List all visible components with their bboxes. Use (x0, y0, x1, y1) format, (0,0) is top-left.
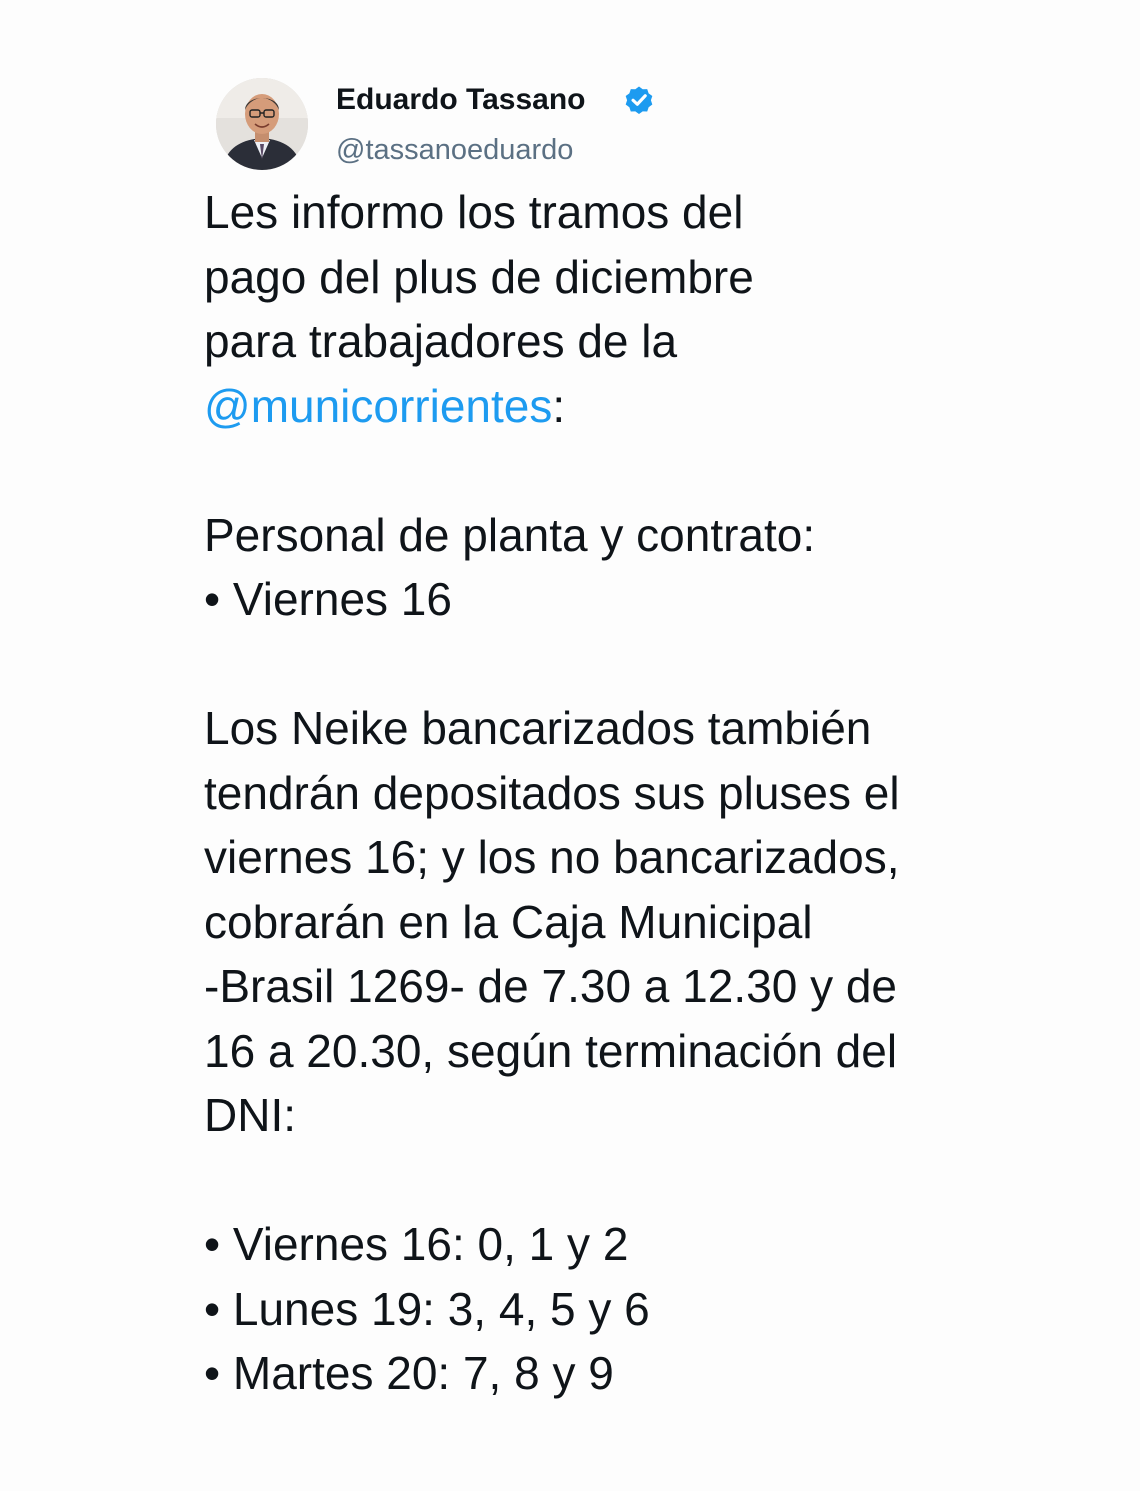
tweet-text-line: Les informo los tramos del (204, 186, 744, 238)
tweet-text (204, 180, 1024, 1406)
schedule-item: • Viernes 16: 0, 1 y 2 (204, 1218, 629, 1270)
verified-badge-icon (622, 83, 656, 117)
mention-suffix: : (552, 379, 566, 432)
bullet-item: • Viernes 16 (204, 573, 452, 625)
tweet-text-line: DNI: (204, 1089, 296, 1141)
section-heading: Personal de planta y contrato: (204, 508, 816, 561)
schedule-item: • Martes 20: 7, 8 y 9 (204, 1347, 614, 1399)
profile-photo-icon (216, 78, 308, 170)
tweet-text-line: 16 a 20.30, según terminación del (204, 1024, 898, 1077)
author-avatar[interactable] (216, 78, 308, 170)
mention-line (204, 374, 1024, 439)
tweet-text-line: viernes 16; y los no bancarizados, (204, 831, 900, 883)
author-handle[interactable]: @tassanoeduardo (336, 134, 574, 166)
tweet-text-line: tendrán depositados sus pluses el (204, 766, 900, 819)
schedule-item: • Lunes 19: 3, 4, 5 y 6 (204, 1282, 650, 1335)
tweet-text-line: para trabajadores de la (204, 315, 678, 367)
paragraph-spacer (204, 632, 1024, 697)
author-display-name[interactable]: Eduardo Tassano (336, 83, 586, 116)
tweet-text-line: pago del plus de diciembre (204, 250, 754, 303)
tweet-text-line: Los Neike bancarizados también (204, 702, 872, 754)
paragraph-spacer (204, 1148, 1024, 1213)
mention-link[interactable]: @municorrientes (204, 379, 553, 432)
tweet-text-line: cobrarán en la Caja Municipal (204, 895, 813, 948)
paragraph-spacer (204, 438, 1024, 503)
tweet-text-line: -Brasil 1269- de 7.30 a 12.30 y de (204, 960, 898, 1012)
